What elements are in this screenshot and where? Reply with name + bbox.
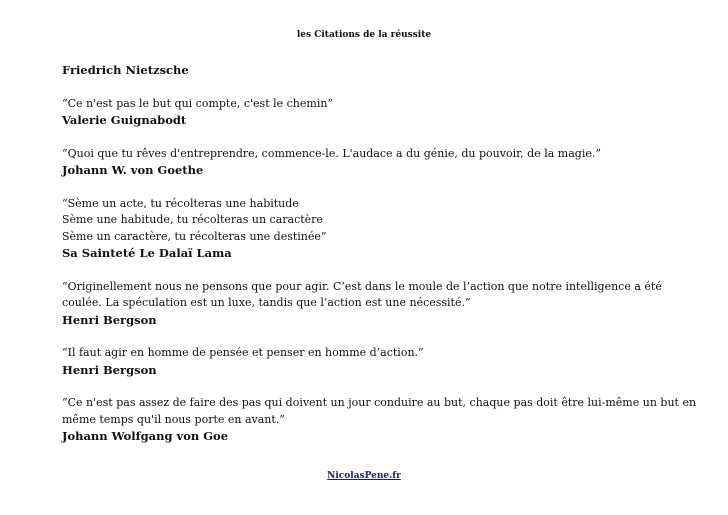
spacer (62, 79, 682, 96)
quote-line: même temps qu'il nous porte en avant.” (62, 412, 285, 426)
quote-line: Sème un caractère, tu récolteras une destinée” (62, 229, 327, 243)
quote-author: Sa Sainteté Le Dalaï Lama (62, 246, 232, 260)
page-footer (0, 471, 728, 481)
footer-site-link[interactable]: NicolasPene.fr (327, 471, 401, 481)
spacer (62, 262, 682, 279)
quote-author: Henri Bergson (62, 312, 157, 327)
page-header-title: les Citations de la réussite (296, 30, 432, 40)
quote-author: Valerie Guignabodt (62, 113, 187, 127)
spacer (62, 129, 682, 146)
quote-entry-3 (62, 196, 682, 262)
quote-entry-4 (62, 279, 682, 329)
quote-entry-5 (62, 345, 682, 378)
quotes-content (62, 62, 697, 445)
quote-line: “Quoi que tu rêves d'entreprendre, commence-le. L'audace a du génie, du pouvoir, de la magie.” (62, 146, 601, 160)
quote-entry-6 (62, 395, 697, 445)
spacer (62, 328, 682, 345)
quote-line: Sème une habitude, tu récolteras un caractère (62, 213, 323, 226)
quote-line: coulée. La spéculation est un luxe, tandis que l’action est une nécessité.” (62, 296, 471, 309)
first-author: Friedrich Nietzsche (62, 63, 189, 77)
quote-entry-1 (62, 96, 682, 129)
quote-author: Johann Wolfgang von Goe (62, 429, 229, 443)
spacer (62, 378, 682, 395)
quote-line: “Sème un acte, tu récolteras une habitude (62, 196, 299, 210)
quote-line: “Ce n'est pas assez de faire des pas qui doivent un jour conduire au but, chaque pas doit être lui-même un but en (62, 396, 697, 409)
quote-author: Henri Bergson (62, 362, 157, 377)
quote-line: “Originellement nous ne pensons que pour agir. C’est dans le moule de l’action que notre intelligence a été (62, 279, 662, 293)
quote-line: “Ce n'est pas le but qui compte, c'est le chemin” (62, 96, 334, 110)
spacer (62, 179, 682, 196)
quote-line: “Il faut agir en homme de pensée et penser en homme d’action.” (62, 346, 424, 359)
quote-author: Johann W. von Goethe (62, 163, 204, 177)
quote-entry-2 (62, 146, 682, 179)
